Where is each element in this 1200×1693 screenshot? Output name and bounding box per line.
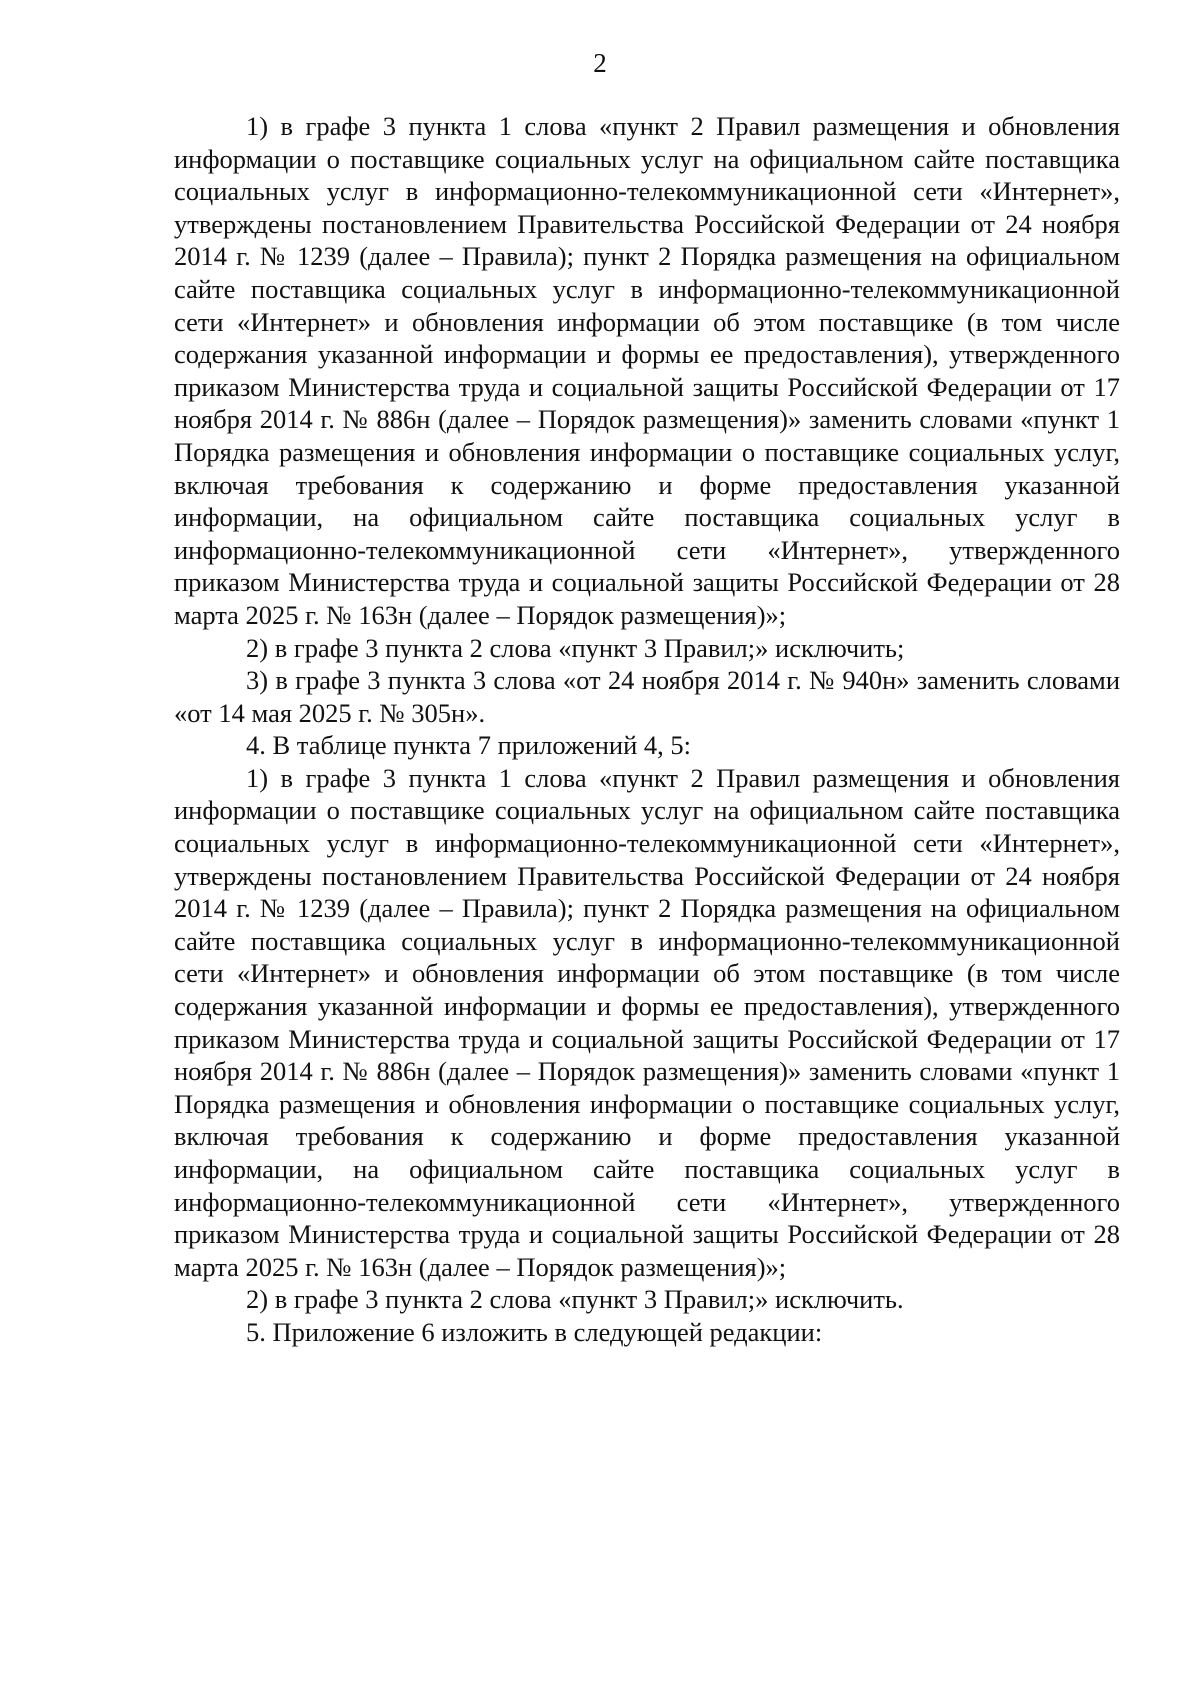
document-body bbox=[174, 110, 1120, 1349]
paragraph-3-item-3: 3) в графе 3 пункта 3 слова «от 24 ноября 2014 г. № 940н» заменить словами «от 14 мая 2025 г. № 305н». bbox=[174, 665, 1120, 728]
paragraph-4-section-4: 4. В таблице пункта 7 приложений 4, 5: bbox=[246, 730, 692, 761]
page-number: 2 bbox=[593, 48, 607, 78]
paragraph-7-section-5: 5. Приложение 6 изложить в следующей редакции: bbox=[246, 1316, 823, 1347]
paragraph-5-item-1: 1) в графе 3 пункта 1 слова «пункт 2 Правил размещения и обновления информации о поставщике социальных услуг на официальном сайте поставщика социальных услуг в информационно-телекоммуникационной сети «Интернет», утверждены постановлением Правительства Российской Федерации от 24 ноября 2014 г. № 1239 (далее – Правила); пункт 2 Порядка размещения на официальном сайте поставщика социальных услуг в информационно-телекоммуникационной сети «Интернет» и обновления информации об этом поставщике (в том числе содержания указанной информации и формы ее предоставления), утвержденного приказом Министерства труда и социальной защиты Российской Федерации от 17 ноября 2014 г. № 886н (далее – Порядок размещения)» заменить словами «пункт 1 Порядка размещения и обновления информации о поставщике социальных услуг, включая требования к содержанию и форме предоставления указанной информации, на официальном сайте поставщика социальных услуг в информационно-телекоммуникационной сети «Интернет», утвержденного приказом Министерства труда и социальной защиты Российской Федерации от 28 марта 2025 г. № 163н (далее – Порядок размещения)»; bbox=[174, 762, 1120, 1282]
paragraph-6-item-2: 2) в графе 3 пункта 2 слова «пункт 3 Правил;» исключить. bbox=[246, 1284, 904, 1315]
paragraph-1-item-1: 1) в графе 3 пункта 1 слова «пункт 2 Правил размещения и обновления информации о поставщике социальных услуг на официальном сайте поставщика социальных услуг в информационно-телекоммуникационной сети «Интернет», утверждены постановлением Правительства Российской Федерации от 24 ноября 2014 г. № 1239 (далее – Правила); пункт 2 Порядка размещения на официальном сайте поставщика социальных услуг в информационно-телекоммуникационной сети «Интернет» и обновления информации об этом поставщике (в том числе содержания указанной информации и формы ее предоставления), утвержденного приказом Министерства труда и социальной защиты Российской Федерации от 17 ноября 2014 г. № 886н (далее – Порядок размещения)» заменить словами «пункт 1 Порядка размещения и обновления информации о поставщике социальных услуг, включая требования к содержанию и форме предоставления указанной информации, на официальном сайте поставщика социальных услуг в информационно-телекоммуникационной сети «Интернет», утвержденного приказом Министерства труда и социальной защиты Российской Федерации от 28 марта 2025 г. № 163н (далее – Порядок размещения)»; bbox=[174, 111, 1120, 630]
paragraph-2-item-2: 2) в графе 3 пункта 2 слова «пункт 3 Правил;» исключить; bbox=[246, 632, 905, 663]
